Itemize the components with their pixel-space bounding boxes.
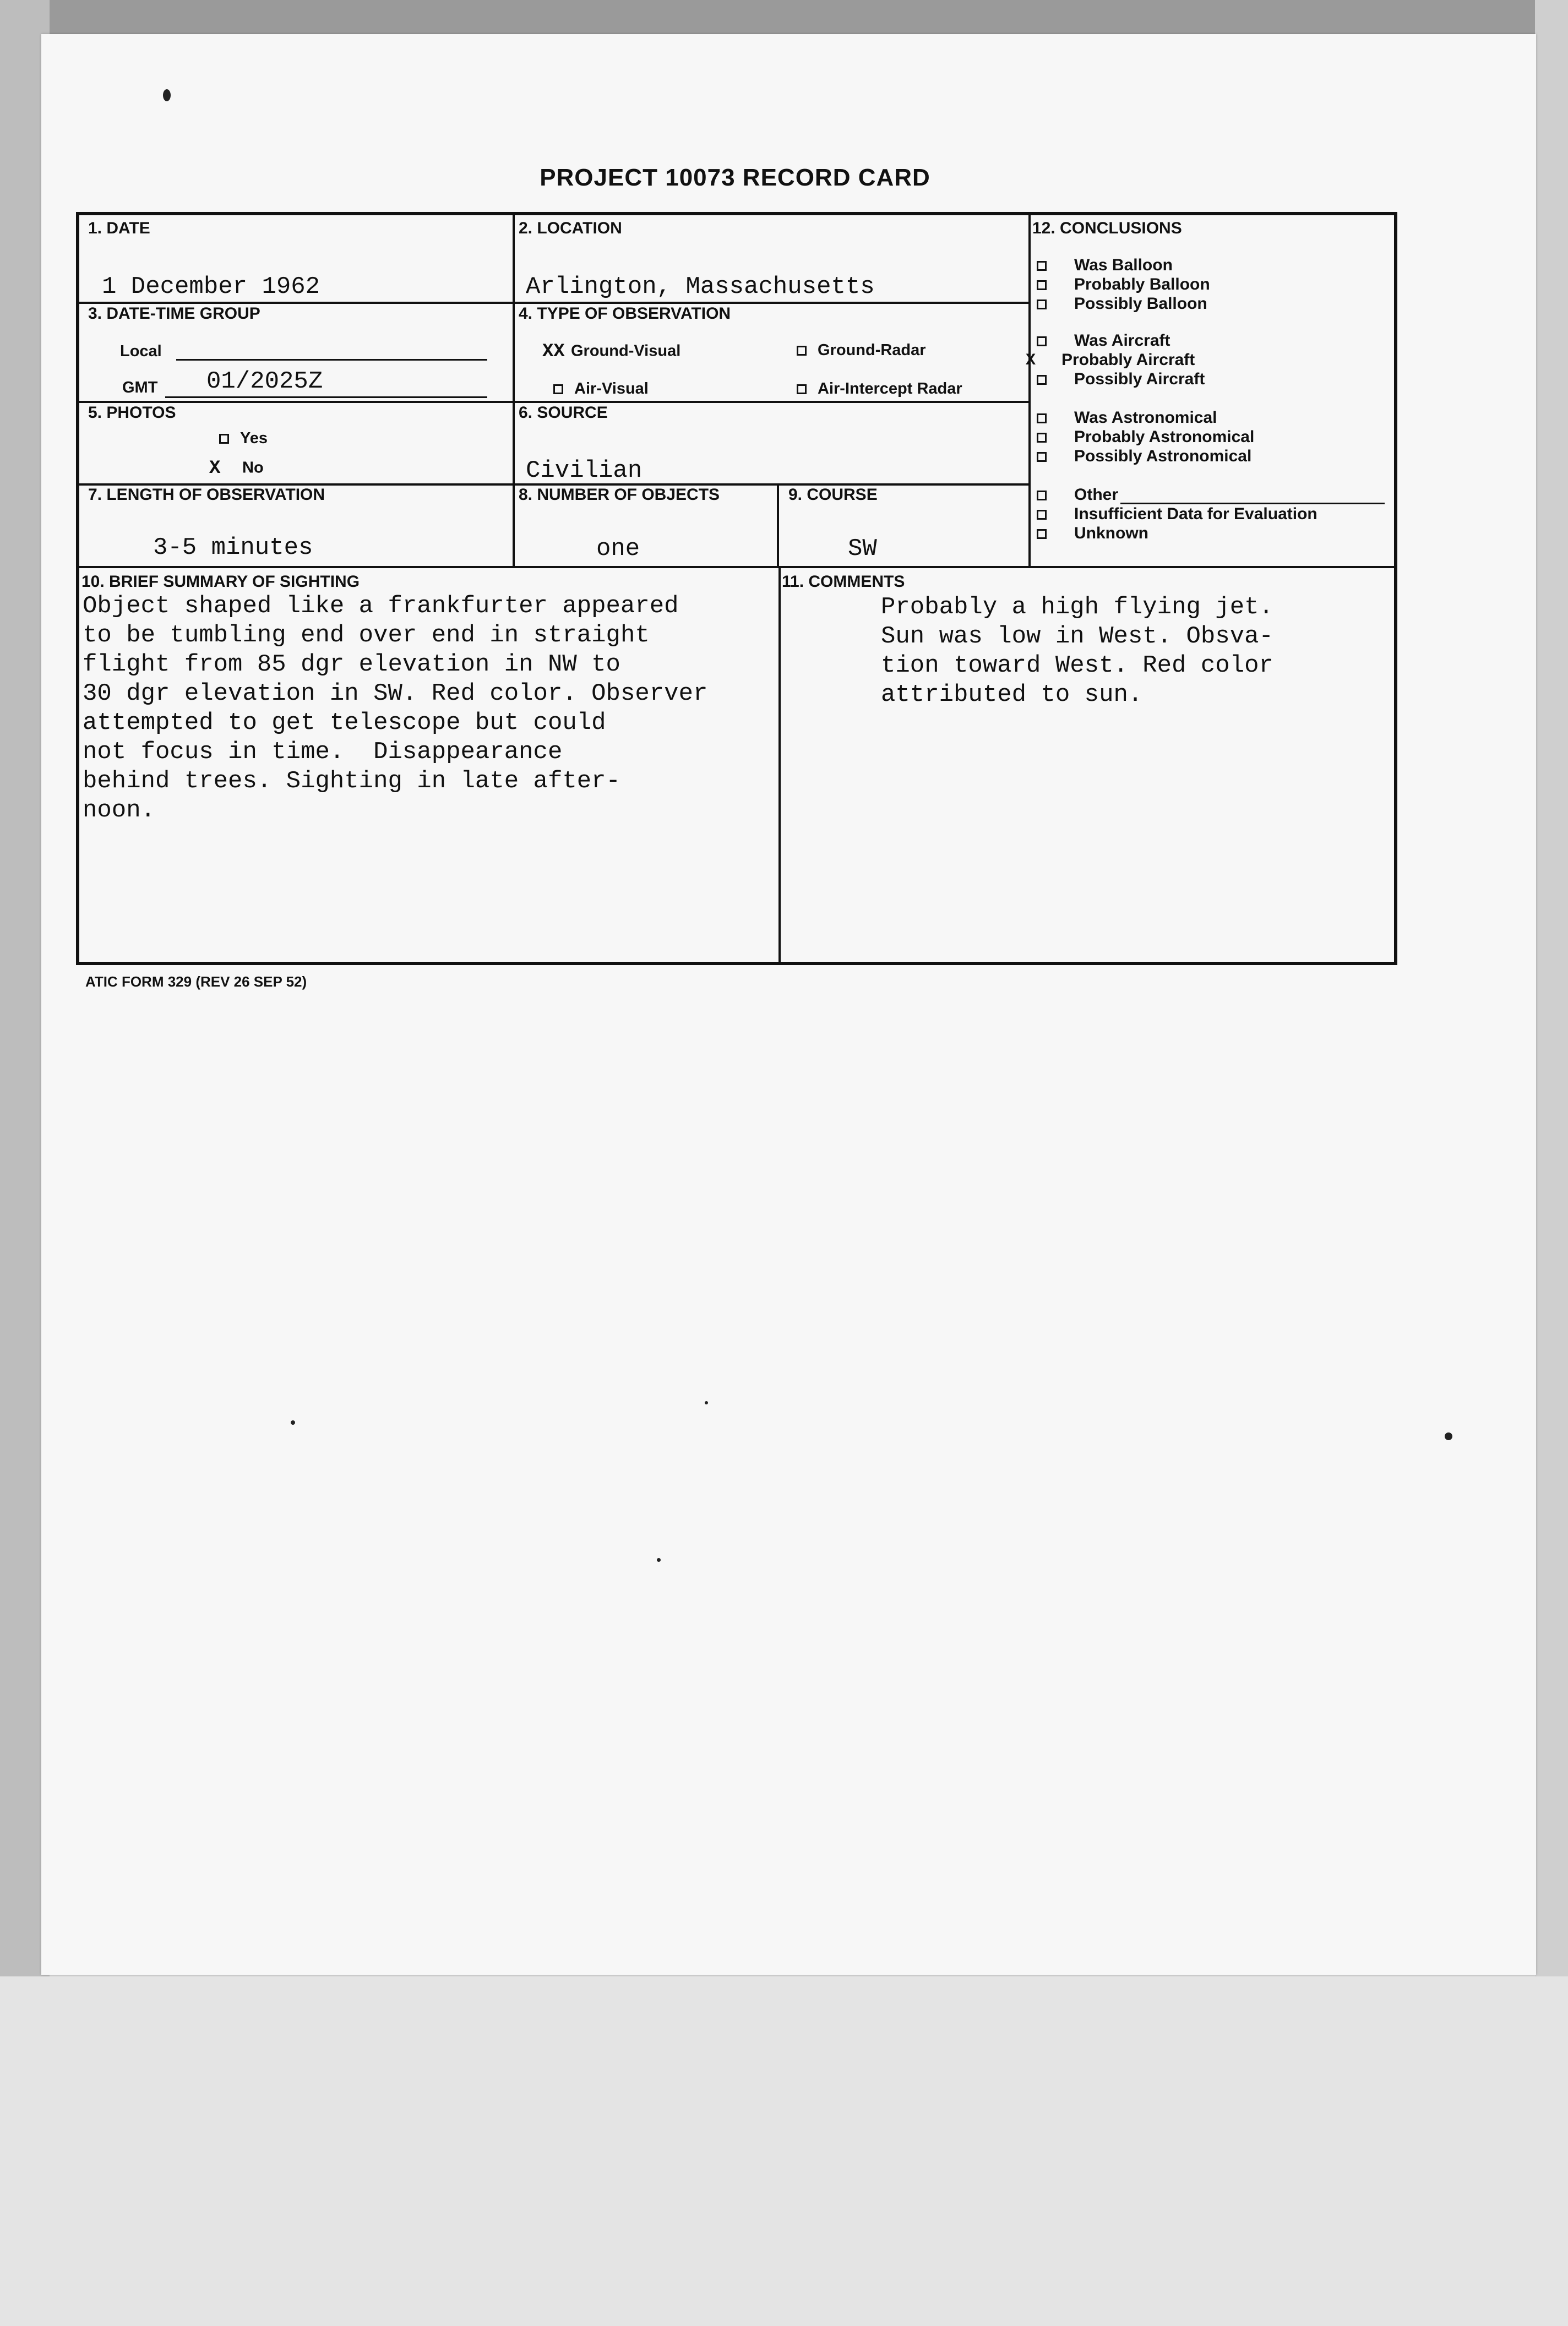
checkbox — [1037, 510, 1047, 520]
other-fill-line — [1120, 503, 1385, 504]
dtg-label: 3. DATE-TIME GROUP — [88, 304, 260, 323]
dtg-local-line — [176, 359, 487, 361]
conclusion-option — [1031, 428, 1254, 446]
checkbox — [1037, 261, 1047, 271]
conclusion-option — [1031, 505, 1317, 524]
checkbox — [1037, 433, 1047, 443]
comments-label: 11. COMMENTS — [782, 573, 905, 591]
dtg-gmt-value: 01/2025Z — [206, 368, 323, 395]
type-obs-ground-visual: XX Ground-Visual — [542, 341, 681, 362]
length-label: 7. LENGTH OF OBSERVATION — [88, 486, 325, 504]
length-value: 3-5 minutes — [153, 534, 313, 562]
rule-col1 — [513, 215, 515, 566]
dtg-gmt-line — [165, 396, 487, 398]
type-obs-ground-radar: Ground-Radar — [797, 341, 926, 359]
rule-row1 — [79, 302, 1031, 304]
conclusion-option — [1031, 295, 1207, 313]
checkbox — [1037, 299, 1047, 309]
course-label: 9. COURSE — [788, 486, 878, 504]
conclusion-option — [1031, 486, 1385, 504]
conclusion-text: Was Balloon — [1074, 256, 1173, 274]
checkbox — [1037, 375, 1047, 385]
conclusions-label: 12. CONCLUSIONS — [1032, 219, 1182, 237]
photos-label: 5. PHOTOS — [88, 404, 176, 422]
conclusion-option — [1031, 370, 1205, 389]
checkbox — [1037, 280, 1047, 290]
date-label: 1. DATE — [88, 219, 150, 237]
dtg-local-label: Local — [120, 342, 162, 360]
conclusion-option — [1031, 256, 1173, 275]
card-title: PROJECT 10073 RECORD CARD — [540, 164, 930, 191]
scan-border-bottom — [0, 1976, 1568, 2326]
objects-value: one — [596, 535, 640, 563]
checkbox-x-mark: XX — [542, 341, 565, 362]
scan-speck — [163, 89, 171, 101]
summary-label: 10. BRIEF SUMMARY OF SIGHTING — [81, 573, 360, 591]
rule-row4 — [79, 566, 1395, 568]
conclusion-text: Probably Balloon — [1074, 275, 1210, 293]
source-label: 6. SOURCE — [519, 404, 608, 422]
scan-speck — [1445, 1432, 1452, 1440]
conclusion-option — [1031, 408, 1217, 427]
rule-row2 — [79, 401, 1031, 403]
location-label: 2. LOCATION — [519, 219, 622, 237]
conclusion-option — [1031, 447, 1251, 466]
dtg-gmt-label: GMT — [122, 379, 158, 396]
checkbox — [1037, 452, 1047, 462]
checkbox-x-mark: X — [1026, 351, 1036, 371]
checkbox — [797, 346, 807, 356]
conclusion-text: Possibly Aircraft — [1074, 370, 1205, 388]
comments-text: Probably a high flying jet. Sun was low in West. Obsva- tion toward West. Red color attributed to sun. — [881, 593, 1273, 709]
checkbox — [1037, 336, 1047, 346]
objects-label: 8. NUMBER OF OBJECTS — [519, 486, 720, 504]
conclusion-text: Insufficient Data for Evaluation — [1074, 505, 1317, 523]
course-value: SW — [848, 535, 877, 563]
checkbox-x-mark: X — [209, 458, 221, 479]
conclusion-option — [1031, 275, 1210, 294]
checkbox — [1037, 529, 1047, 539]
conclusion-option — [1026, 351, 1195, 371]
type-obs-label: 4. TYPE OF OBSERVATION — [519, 304, 731, 323]
conclusion-text: Probably Aircraft — [1061, 351, 1195, 369]
scan-speck — [291, 1420, 295, 1425]
form-id: ATIC FORM 329 (REV 26 SEP 52) — [85, 973, 307, 990]
checkbox — [1037, 413, 1047, 423]
conclusion-text: Probably Astronomical — [1074, 428, 1255, 446]
source-value: Civilian — [526, 457, 643, 484]
scan-speck — [657, 1558, 661, 1562]
checkbox — [797, 384, 807, 394]
conclusion-text: Other — [1074, 486, 1119, 504]
rule-col-comments — [778, 566, 781, 962]
conclusion-text: Unknown — [1074, 524, 1148, 542]
type-obs-air-visual: Air-Visual — [553, 380, 649, 398]
location-value: Arlington, Massachusetts — [526, 273, 875, 301]
conclusion-text: Was Aircraft — [1074, 331, 1170, 350]
date-value: 1 December 1962 — [102, 273, 320, 301]
photos-no: X No — [209, 458, 264, 479]
conclusion-option — [1031, 331, 1170, 350]
conclusion-option — [1031, 524, 1148, 543]
rule-col-course — [777, 483, 779, 566]
rule-col-conclusions — [1028, 215, 1031, 566]
checkbox — [553, 384, 563, 394]
scan-border-top — [0, 0, 1568, 39]
photos-yes: Yes — [219, 429, 268, 448]
conclusion-text: Possibly Balloon — [1074, 295, 1207, 313]
checkbox — [219, 434, 229, 444]
conclusion-text: Was Astronomical — [1074, 408, 1217, 427]
type-obs-air-intercept: Air-Intercept Radar — [797, 380, 962, 398]
checkbox — [1037, 491, 1047, 500]
summary-text: Object shaped like a frankfurter appeared to be tumbling end over end in straight flight from 85 dgr elevation in NW to 30 dgr elevation in SW. Red color. Observer attempted to get telescope but could not focus in time. Disappearance behind trees. Sighting in late after- noon. — [83, 592, 708, 824]
scan-speck — [705, 1401, 708, 1404]
conclusion-text: Possibly Astronomical — [1074, 447, 1252, 465]
